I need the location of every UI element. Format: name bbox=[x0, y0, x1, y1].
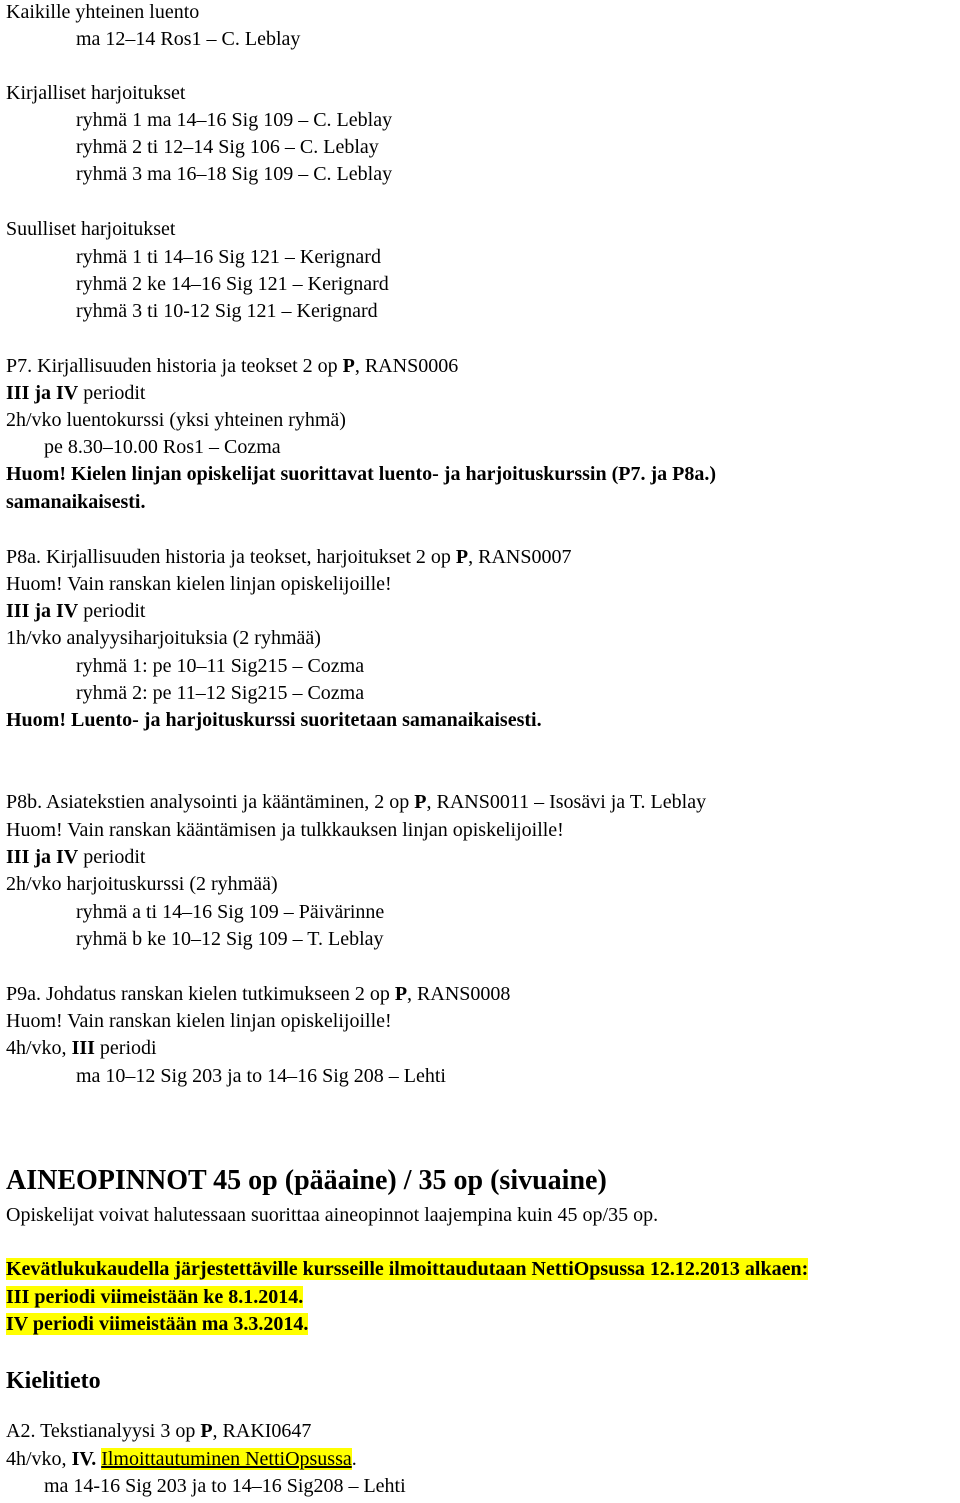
registration-notice bbox=[6, 1257, 808, 1281]
period-value: III bbox=[71, 1037, 95, 1059]
course-title-p7 bbox=[6, 354, 458, 378]
group-schedule-1: ryhmä 1: pe 10–11 Sig215 – Cozma bbox=[76, 655, 365, 677]
compulsory-marker: P bbox=[200, 1420, 213, 1442]
course-title-text: P8b. Asiatekstien analysointi ja kääntäminen, 2 op bbox=[6, 791, 415, 813]
period-line bbox=[6, 1036, 157, 1060]
course-code: , RANS0008 bbox=[407, 983, 511, 1005]
period-label: periodit bbox=[78, 382, 146, 404]
period-line bbox=[6, 1447, 357, 1471]
written-group-3: ryhmä 3 ma 16–18 Sig 109 – C. Leblay bbox=[76, 163, 393, 185]
course-format: 1h/vko analyysiharjoituksia (2 ryhmää) bbox=[6, 627, 321, 649]
written-group-1: ryhmä 1 ma 14–16 Sig 109 – C. Leblay bbox=[76, 109, 393, 131]
note-text: Huom! Luento- ja harjoituskurssi suoritetaan samanaikaisesti. bbox=[6, 709, 542, 731]
period-value: III ja IV bbox=[6, 382, 79, 404]
punctuation: . bbox=[351, 1448, 357, 1470]
period-line bbox=[6, 845, 145, 869]
oral-group-2: ryhmä 2 ke 14–16 Sig 121 – Kerignard bbox=[76, 273, 389, 295]
note-text: Huom! Vain ranskan kielen linjan opiskelijoille! bbox=[6, 1010, 392, 1032]
course-code: , RAKI0647 bbox=[212, 1420, 312, 1442]
compulsory-marker: P bbox=[394, 983, 408, 1005]
registration-deadline-iv bbox=[6, 1312, 308, 1336]
deadline-text: III periodi viimeistään ke 8.1.2014. bbox=[6, 1286, 304, 1308]
note-text: Huom! Vain ranskan kielen linjan opiskelijoille! bbox=[6, 573, 392, 595]
period-value: III ja IV bbox=[6, 600, 79, 622]
course-title-text: A2. Tekstianalyysi 3 op bbox=[6, 1420, 201, 1442]
compulsory-marker: P bbox=[342, 355, 355, 377]
course-title-text: P8a. Kirjallisuuden historia ja teokset, harjoitukset 2 op bbox=[6, 546, 456, 568]
section-heading-oral-exercises: Suulliset harjoitukset bbox=[6, 218, 176, 240]
registration-deadline-iii bbox=[6, 1285, 303, 1309]
registration-link[interactable]: Ilmoittautuminen NettiOpsussa bbox=[101, 1448, 352, 1470]
course-format: 2h/vko luentokurssi (yksi yhteinen ryhmä) bbox=[6, 409, 346, 431]
group-schedule-b: ryhmä b ke 10–12 Sig 109 – T. Leblay bbox=[76, 928, 384, 950]
oral-group-3: ryhmä 3 ti 10-12 Sig 121 – Kerignard bbox=[76, 300, 378, 322]
period-label: periodi bbox=[94, 1037, 157, 1059]
section-heading-kielitieto: Kielitieto bbox=[6, 1368, 101, 1394]
oral-group-1: ryhmä 1 ti 14–16 Sig 121 – Kerignard bbox=[76, 246, 381, 268]
course-code: , RANS0011 – Isosävi ja T. Leblay bbox=[426, 791, 707, 813]
course-title-a2 bbox=[6, 1419, 311, 1443]
course-format: 2h/vko harjoituskurssi (2 ryhmää) bbox=[6, 873, 278, 895]
section-title-aineopinnot: AINEOPINNOT 45 op (pääaine) / 35 op (sivuaine) bbox=[6, 1165, 607, 1196]
written-group-2: ryhmä 2 ti 12–14 Sig 106 – C. Leblay bbox=[76, 136, 379, 158]
note-text: Huom! Kielen linjan opiskelijat suorittavat luento- ja harjoituskurssin (P7. ja P8a.) bbox=[6, 463, 717, 485]
registration-notice-text: Kevätlukukaudella järjestettäville kursseille ilmoittaudutaan NettiOpsussa 12.12.2013 alkaen: bbox=[6, 1258, 809, 1280]
period-line bbox=[6, 599, 145, 623]
course-title-p8b bbox=[6, 790, 706, 814]
compulsory-marker: P bbox=[414, 791, 427, 813]
group-schedule-2: ryhmä 2: pe 11–12 Sig215 – Cozma bbox=[76, 682, 365, 704]
course-title-text: P9a. Johdatus ranskan kielen tutkimukseen 2 op bbox=[6, 983, 395, 1005]
period-value: IV. bbox=[71, 1448, 97, 1470]
note-text: Huom! Vain ranskan kääntämisen ja tulkkauksen linjan opiskelijoille! bbox=[6, 819, 564, 841]
section-heading-written-exercises: Kirjalliset harjoitukset bbox=[6, 82, 186, 104]
period-value: III ja IV bbox=[6, 846, 79, 868]
period-label: periodit bbox=[78, 600, 146, 622]
course-code: , RANS0006 bbox=[354, 355, 459, 377]
section-heading-lecture: Kaikille yhteinen luento bbox=[6, 1, 200, 23]
section-intro: Opiskelijat voivat halutessaan suorittaa aineopinnot laajempina kuin 45 op/35 op. bbox=[6, 1204, 659, 1226]
hours-label: 4h/vko, bbox=[6, 1037, 72, 1059]
course-schedule: pe 8.30–10.00 Ros1 – Cozma bbox=[44, 436, 281, 458]
course-title-p8a bbox=[6, 545, 572, 569]
period-line bbox=[6, 381, 145, 405]
compulsory-marker: P bbox=[455, 546, 469, 568]
course-schedule: ma 14-16 Sig 203 ja to 14–16 Sig208 – Lehti bbox=[44, 1475, 406, 1497]
course-schedule: ma 10–12 Sig 203 ja to 14–16 Sig 208 – Lehti bbox=[76, 1065, 446, 1087]
lecture-schedule: ma 12–14 Ros1 – C. Leblay bbox=[76, 28, 301, 50]
note-text-continued: samanaikaisesti. bbox=[6, 491, 146, 513]
group-schedule-a: ryhmä a ti 14–16 Sig 109 – Päivärinne bbox=[76, 901, 385, 923]
period-label: periodit bbox=[78, 846, 146, 868]
course-title-text: P7. Kirjallisuuden historia ja teokset 2 op bbox=[6, 355, 343, 377]
course-code: , RANS0007 bbox=[468, 546, 572, 568]
deadline-text: IV periodi viimeistään ma 3.3.2014. bbox=[6, 1313, 309, 1335]
hours-label: 4h/vko, bbox=[6, 1448, 72, 1470]
course-title-p9a bbox=[6, 982, 510, 1006]
